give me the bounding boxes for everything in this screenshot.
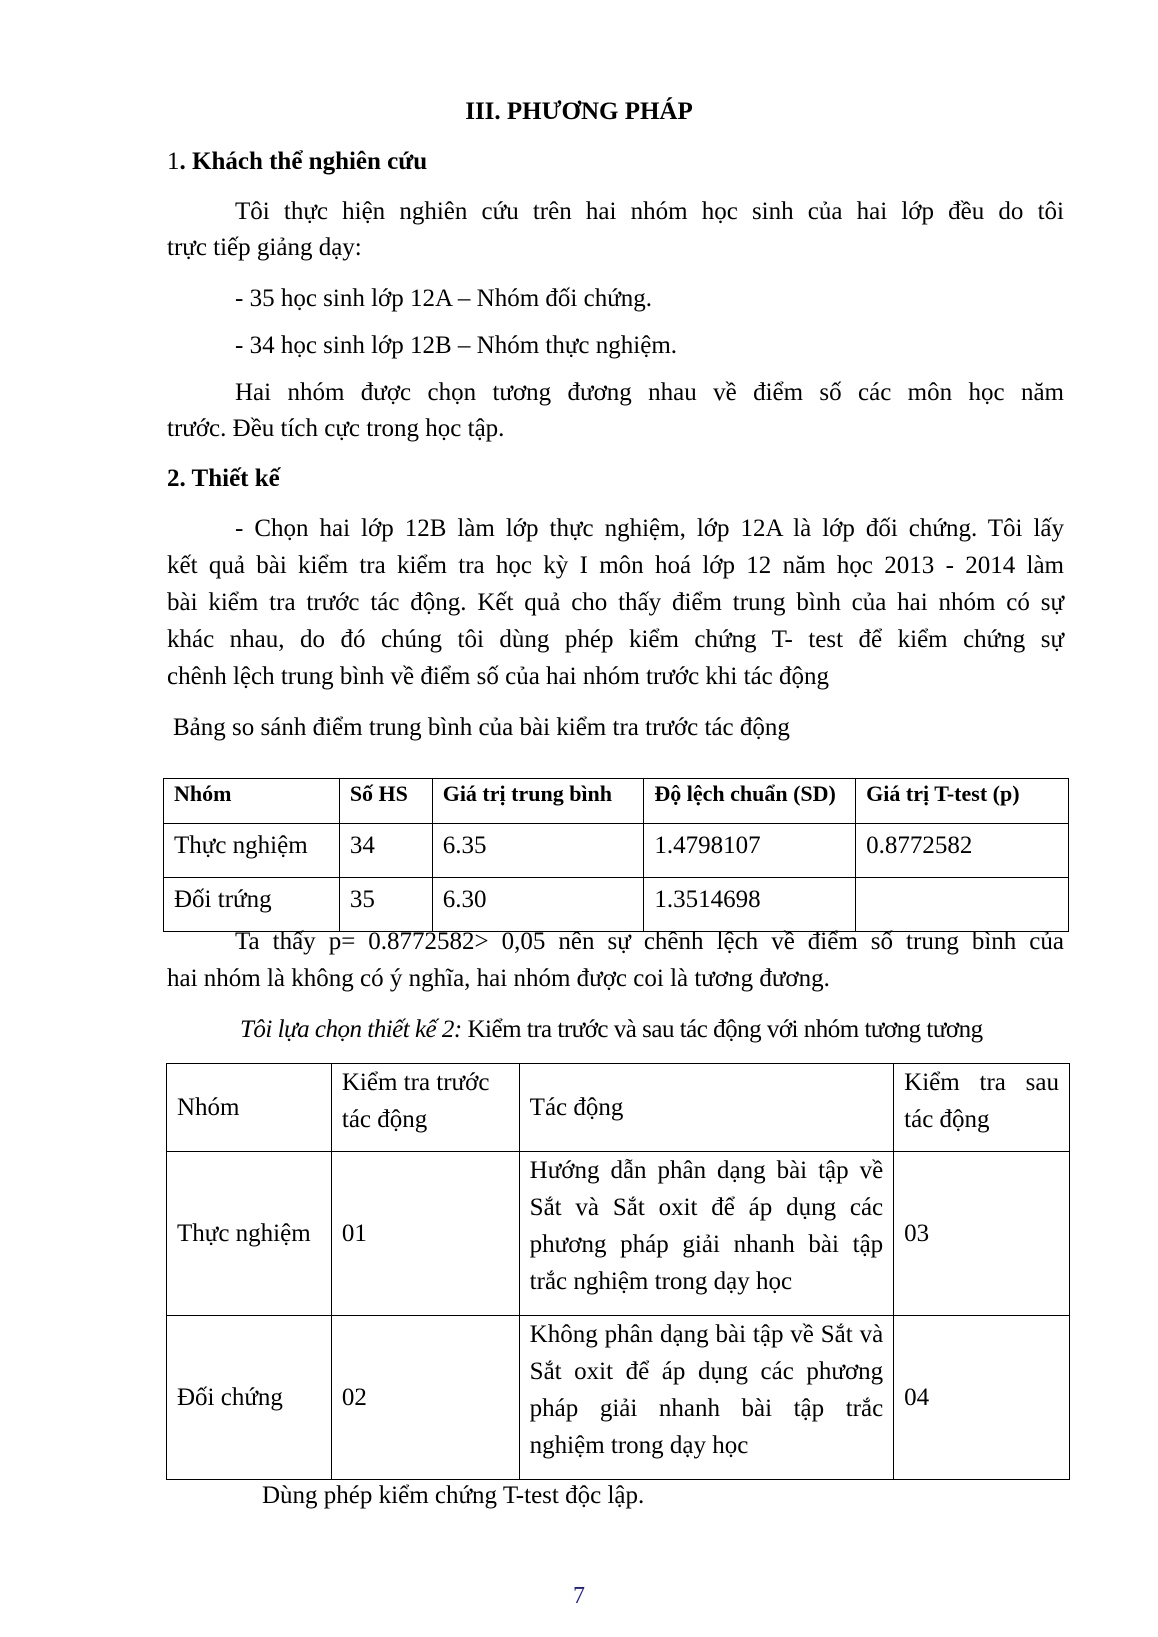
table-row <box>164 824 1069 878</box>
table-header-cell: Kiểm tra trước tác động <box>331 1064 519 1152</box>
design-caption-italic: Tôi lựa chọn thiết kế 2: <box>240 1016 462 1043</box>
table1-caption: Bảng so sánh điểm trung bình của bài kiểm tra trước tác động <box>173 714 790 741</box>
section1-intro-line1: Tôi thực hiện nghiên cứu trên hai nhóm học sinh của hai lớp đều do tôi <box>235 198 1064 225</box>
section1-number: 1 <box>167 148 180 175</box>
table-row <box>167 1152 1070 1316</box>
closing-sentence: Dùng phép kiểm chứng T-test độc lập. <box>262 1482 645 1509</box>
section2-para-line: kết quả bài kiểm tra kiểm tra học kỳ I môn hoá lớp 12 năm học 2013 - 2014 làm <box>167 552 1064 579</box>
table-header-cell: Kiểm tra sau tác động <box>894 1064 1070 1152</box>
table-cell: 03 <box>894 1152 1070 1316</box>
section2-para-line: - Chọn hai lớp 12B làm lớp thực nghiệm, lớp 12A là lớp đối chứng. Tôi lấy <box>235 515 1064 542</box>
after-table1-line2: hai nhóm là không có ý nghĩa, hai nhóm được coi là tương đương. <box>167 965 830 992</box>
section2-para-line: khác nhau, do đó chúng tôi dùng phép kiểm chứng T- test để kiểm chứng sự <box>167 626 1064 653</box>
table-header-row <box>164 779 1069 824</box>
table-cell: 01 <box>331 1152 519 1316</box>
section1-heading <box>167 148 427 176</box>
section1-para2-line1: Hai nhóm được chọn tương đương nhau về điểm số các môn học năm <box>235 379 1064 406</box>
table-row <box>167 1316 1070 1480</box>
table-cell: Thực nghiệm <box>164 824 340 878</box>
section1-heading-text: . Khách thể nghiên cứu <box>179 148 428 175</box>
table-header-cell: Số HS <box>339 779 432 824</box>
table-cell <box>167 1152 332 1316</box>
table-cell: 34 <box>339 824 432 878</box>
section2-para-line: bài kiểm tra trước tác động. Kết quả cho thấy điểm trung bình của hai nhóm có sự <box>167 589 1064 616</box>
design-caption <box>240 1012 983 1048</box>
list-item: - 34 học sinh lớp 12B – Nhóm thực nghiệm. <box>235 332 678 359</box>
table-cell: 0.8772582 <box>856 824 1069 878</box>
table-header-cell: Nhóm <box>167 1064 332 1152</box>
table-header-cell: Độ lệch chuẩn (SD) <box>644 779 856 824</box>
table-cell: 35 <box>339 878 432 932</box>
table-header-cell: Nhóm <box>164 779 340 824</box>
group-label: Thực nghiệm <box>177 1220 311 1247</box>
table-cell: 6.30 <box>432 878 644 932</box>
design-table <box>166 1063 1070 1480</box>
table-cell: 02 <box>331 1316 519 1480</box>
table-header-row <box>167 1064 1070 1152</box>
list-item: - 35 học sinh lớp 12A – Nhóm đối chứng. <box>235 285 653 312</box>
section2-heading: 2. Thiết kế <box>167 465 280 492</box>
table-header-cell: Giá trị trung bình <box>432 779 644 824</box>
section2-para-line: chênh lệch trung bình về điểm số của hai nhóm trước khi tác động <box>167 663 830 690</box>
table-cell: 1.3514698 <box>644 878 856 932</box>
comparison-table <box>163 778 1069 932</box>
section1-para2-line2: trước. Đều tích cực trong học tập. <box>167 415 505 442</box>
table-header-cell: Tác động <box>519 1064 894 1152</box>
page-title: III. PHƯƠNG PHÁP <box>465 98 693 125</box>
table-header-cell: Giá trị T-test (p) <box>856 779 1069 824</box>
table-cell: Đối chứng <box>167 1316 332 1480</box>
section1-intro-line2: trực tiếp giảng dạy: <box>167 234 362 261</box>
page-number: 7 <box>573 1583 585 1609</box>
table-cell: Hướng dẫn phân dạng bài tập về Sắt và Sắt oxit để áp dụng các phương pháp giải nhanh bài tập trắc nghiệm trong dạy học <box>519 1152 894 1316</box>
after-table1-line1: Ta thấy p= 0.8772582> 0,05 nên sự chênh lệch về điểm số trung bình của <box>235 928 1064 955</box>
design-caption-rest: Kiểm tra trước và sau tác động với nhóm tương tương <box>461 1016 983 1043</box>
table-cell: Không phân dạng bài tập về Sắt và Sắt oxit để áp dụng các phương pháp giải nhanh bài tập trắc nghiệm trong dạy học <box>519 1316 894 1480</box>
table-cell: 1.4798107 <box>644 824 856 878</box>
table-cell: Đối trứng <box>164 878 340 932</box>
table-cell: 04 <box>894 1316 1070 1480</box>
table-cell: 6.35 <box>432 824 644 878</box>
